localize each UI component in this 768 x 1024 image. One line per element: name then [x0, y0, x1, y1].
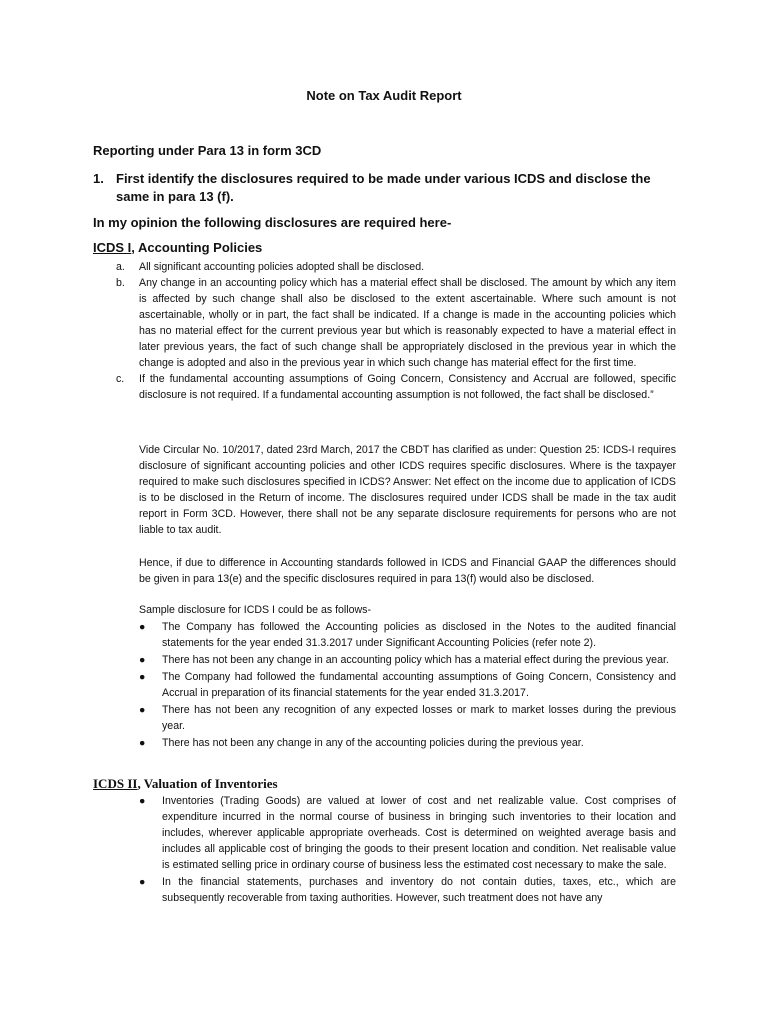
list-item-text: The Company has followed the Accounting policies as disclosed in the Notes to the audited financial statements for the year ended 31.3.2017 under Significant Accounting Policies (refer note 2).	[162, 621, 676, 649]
numbered-point-1	[93, 170, 673, 206]
icds2-heading	[93, 776, 278, 792]
list-item	[139, 793, 676, 873]
bullet-icon: ●	[139, 654, 146, 666]
icds1-heading-code: ICDS I	[93, 240, 132, 255]
opinion-statement: In my opinion the following disclosures are required here-	[93, 215, 452, 230]
icds1-policy-list	[116, 259, 676, 403]
point-text: First identify the disclosures required to be made under various ICDS and disclose the same in para 13 (f).	[116, 171, 651, 204]
list-item	[116, 259, 676, 275]
list-item	[139, 702, 676, 734]
list-item-text: All significant accounting policies adopted shall be disclosed.	[139, 261, 425, 273]
list-item-text: In the financial statements, purchases and inventory do not contain duties, taxes, etc., which are subsequently recoverable from taxing authorities. However, such treatment does not have any	[162, 876, 676, 904]
bullet-icon: ●	[139, 621, 146, 633]
icds1-sample-bullets	[139, 619, 676, 752]
bullet-icon: ●	[139, 795, 146, 807]
list-item	[139, 619, 676, 651]
bullet-icon: ●	[139, 671, 146, 683]
section-subheading: Reporting under Para 13 in form 3CD	[93, 143, 322, 158]
list-item-label: b.	[116, 277, 125, 289]
bullet-icon: ●	[139, 704, 146, 716]
list-item-label: c.	[116, 373, 125, 385]
list-item	[139, 669, 676, 701]
icds2-heading-title: , Valuation of Inventories	[137, 776, 278, 791]
icds2-heading-code: ICDS II	[93, 776, 138, 791]
list-item	[116, 275, 676, 371]
list-item-text: There has not been any change in an accounting policy which has a material effect during the previous year.	[162, 654, 669, 666]
list-item-text: There has not been any recognition of any expected losses or mark to market losses during the previous year.	[162, 704, 676, 732]
list-item-text: There has not been any change in any of the accounting policies during the previous year.	[162, 737, 584, 749]
point-number: 1.	[93, 171, 104, 186]
icds1-heading	[93, 240, 262, 255]
list-item	[116, 371, 676, 403]
list-item-text: Inventories (Trading Goods) are valued at lower of cost and net realizable value. Cost comprises of expenditure incurred in the normal course of business in bringing such inventories to their location and includes, wherever applicable appropriate overheads. Cost is determined on weighted average basis and includes all applicable cost of bringing the goods to their present location and condition. Net realisable value is estimated selling price in ordinary course of business less the estimated cost necessary to make the sale.	[162, 795, 676, 871]
sample-disclosure-intro: Sample disclosure for ICDS I could be as follows-	[139, 604, 371, 616]
list-item-text: The Company had followed the fundamental accounting assumptions of Going Concern, Consistency and Accrual in preparation of its financial statements for the year ended 31.3.2017.	[162, 671, 676, 699]
icds1-heading-title: , Accounting Policies	[131, 240, 263, 255]
bullet-icon: ●	[139, 737, 146, 749]
circular-clarification-paragraph: Vide Circular No. 10/2017, dated 23rd March, 2017 the CBDT has clarified as under: Question 25: ICDS-I requires disclosure of significant accounting policies and other ICDS requires specific disclosures. Where is the taxpayer required to make such disclosures specified in ICDS? Answer: Net effect on the income due to application of ICDS is to be disclosed in the Return of income. The disclosures required under ICDS shall be made in the tax audit report in Form 3CD. However, there shall not be any separate disclosure requirements for persons who are not liable to tax audit.	[139, 444, 676, 536]
list-item	[139, 652, 676, 668]
icds2-bullets	[139, 793, 676, 907]
hence-paragraph: Hence, if due to difference in Accounting standards followed in ICDS and Financial GAAP the differences should be given in para 13(e) and the specific disclosures required in para 13(f) would also be disclosed.	[139, 557, 676, 585]
page-title: Note on Tax Audit Report	[306, 88, 462, 103]
list-item-label: a.	[116, 261, 125, 273]
list-item-text: Any change in an accounting policy which has a material effect shall be disclosed. The amount by which any item is affected by such change shall also be disclosed to the extent ascertainable. Where such amount is not ascertainable, wholly or in part, the fact shall be indicated. If a change is made in the accounting policies which has no material effect for the current previous year but which is reasonably expected to have a material effect in later previous years, the fact of such change shall be appropriately disclosed in the previous year in which the change is adopted and also in the previous year in which such change has material effect for the first time.	[139, 277, 676, 369]
list-item	[139, 735, 676, 751]
bullet-icon: ●	[139, 876, 146, 888]
list-item-text: If the fundamental accounting assumptions of Going Concern, Consistency and Accrual are followed, specific disclosure is not required. If a fundamental accounting assumption is not followed, the fact shall be disclosed.”	[139, 373, 676, 401]
list-item	[139, 874, 676, 906]
